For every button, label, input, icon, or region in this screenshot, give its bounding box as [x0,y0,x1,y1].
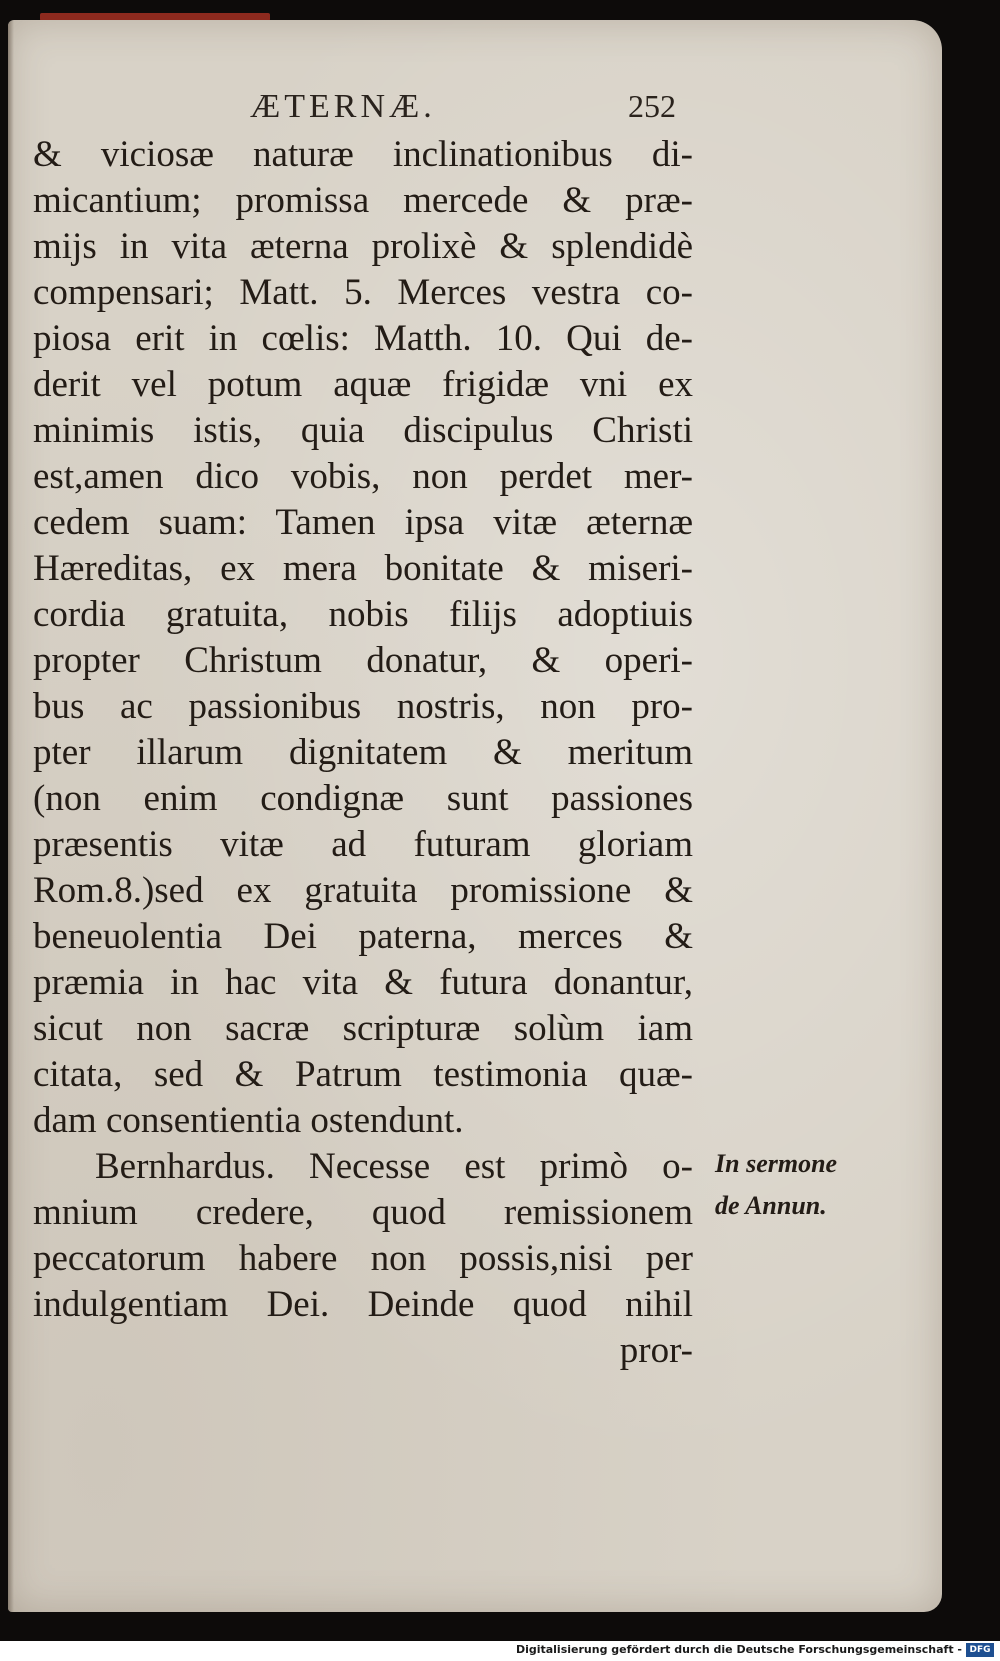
running-head: ÆTERNÆ. [250,88,436,125]
body-text [33,132,693,1374]
text-line: propter Christum donatur, & operi- [33,640,693,681]
text-line: præmia in hac vita & futura donantur, [33,962,693,1003]
text-line: Rom.8.)sed ex gratuita promissione & [33,870,693,911]
marginal-note [715,1143,875,1227]
text-line: præsentis vitæ ad futuram gloriam [33,824,693,865]
text-line: beneuolentia Dei paterna, merces & [33,916,693,957]
text-line: Hæreditas, ex mera bonitate & miseri- [33,548,693,589]
text-line: bus ac passionibus nostris, non pro- [33,686,693,727]
text-line: (non enim condignæ sunt passiones [33,778,693,819]
text-line: cordia gratuita, nobis filijs adoptiuis [33,594,693,635]
text-line: Bernhardus. Necesse est primò o- [95,1146,693,1187]
marginal-note-line: In sermone [715,1149,838,1178]
text-line: cedem suam: Tamen ipsa vitæ æternæ [33,502,693,543]
text-line: dam consentientia ostendunt. [33,1100,464,1141]
text-line: & viciosæ naturæ inclinationibus di- [33,134,693,175]
page-number: 252 [628,88,676,124]
text-line: sicut non sacræ scripturæ solùm iam [33,1008,693,1049]
text-line: est,amen dico vobis, non perdet mer- [33,456,693,497]
text-line: mnium credere, quod remissionem [33,1192,693,1233]
catchword: pror- [619,1330,693,1371]
text-line: citata, sed & Patrum testimonia quæ- [33,1054,693,1095]
text-line: peccatorum habere non possis,nisi per [33,1238,693,1279]
funding-credit: Digitalisierung gefördert durch die Deutsche Forschungsgemeinschaft - [515,1643,962,1656]
dfg-logo-icon: DFG [966,1643,994,1657]
text-line: minimis istis, quia discipulus Christi [33,410,693,451]
text-line: piosa erit in cœlis: Matth. 10. Qui de- [33,318,693,359]
text-line: mijs in vita æterna prolixè & splendidè [33,226,693,267]
text-line: micantium; promissa mercede & præ- [33,180,693,221]
text-line: pter illarum dignitatem & meritum [33,732,693,773]
text-line: indulgentiam Dei. Deinde quod nihil [33,1284,693,1325]
marginal-note-line: de Annun. [715,1191,827,1220]
text-line: compensari; Matt. 5. Merces vestra co- [33,272,693,313]
text-line: derit vel potum aquæ frigidæ vni ex [33,364,693,405]
page-gutter-shadow [8,20,14,1612]
